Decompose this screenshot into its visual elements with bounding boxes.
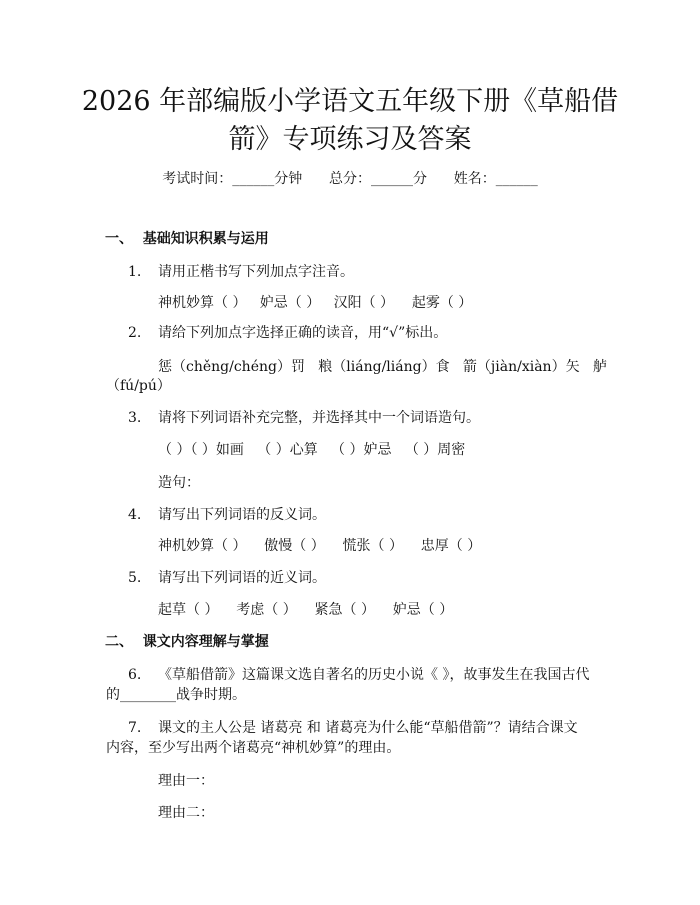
document-title-line-1: 2026 年部编版小学语文五年级下册《草船借: [81, 86, 619, 117]
question-number-7: 7.: [128, 720, 142, 736]
question-number-2: 2.: [128, 325, 142, 341]
question-4-text: 请写出下列词语的反义词。: [158, 507, 326, 523]
question-5-text: 请写出下列词语的近义词。: [158, 570, 326, 586]
question-1-text: 请用正楷书写下列加点字注音。: [158, 264, 354, 280]
question-7-reason-2-label: 理由二：: [158, 805, 214, 821]
question-number-5: 5.: [128, 570, 142, 586]
question-6-line-2: 的________战争时期。: [106, 687, 246, 703]
question-7-line-2: 内容，至少写出两个诸葛亮“神机妙算”的理由。: [106, 740, 401, 756]
question-6-line-1: 《草船借箭》这篇课文选自著名的历史小说《 》，故事发生在我国古代: [158, 667, 590, 683]
question-number-3: 3.: [128, 410, 142, 426]
question-number-1: 1.: [128, 264, 142, 280]
question-3-sentence-label: 造句：: [158, 475, 200, 491]
question-number-6: 6.: [128, 667, 142, 683]
question-1-items: 神机妙算（ ） 妒忌（ ） 汉阳（ ） 起雾（ ）: [158, 295, 473, 311]
question-2-line-1: 惩（chěng/chéng）罚 粮（liáng/liáng）食 箭（jiàn/xiàn）矢 舻: [158, 359, 607, 375]
question-4-items: 神机妙算（ ） 傲慢（ ） 慌张（ ） 忠厚（ ）: [158, 538, 482, 554]
section-heading-basics: 一、 基础知识积累与运用: [105, 231, 269, 247]
question-2-line-2: （fú/pú）: [106, 378, 171, 394]
question-3-text: 请将下列词语补充完整，并选择其中一个词语造句。: [158, 410, 480, 426]
question-2-text: 请给下列加点字选择正确的读音，用“√”标出。: [158, 325, 448, 341]
question-5-items: 起草（ ） 考虑（ ） 紧急（ ） 妒忌（ ）: [158, 602, 454, 618]
question-7-line-1: 课文的主人公是 诸葛亮 和 诸葛亮为什么能“草船借箭”？请结合课文: [158, 720, 578, 736]
exam-info: 考试时间：______分钟 总分：______分 姓名：______: [162, 171, 538, 187]
question-3-items: （ ）（ ）如画 （ ）心算 （ ）妒忌 （ ）周密: [158, 442, 466, 458]
document-title-line-2: 箭》专项练习及答案: [228, 124, 472, 155]
question-number-4: 4.: [128, 507, 142, 523]
section-heading-comprehension: 二、 课文内容理解与掌握: [105, 634, 269, 650]
question-7-reason-1-label: 理由一：: [158, 773, 214, 789]
